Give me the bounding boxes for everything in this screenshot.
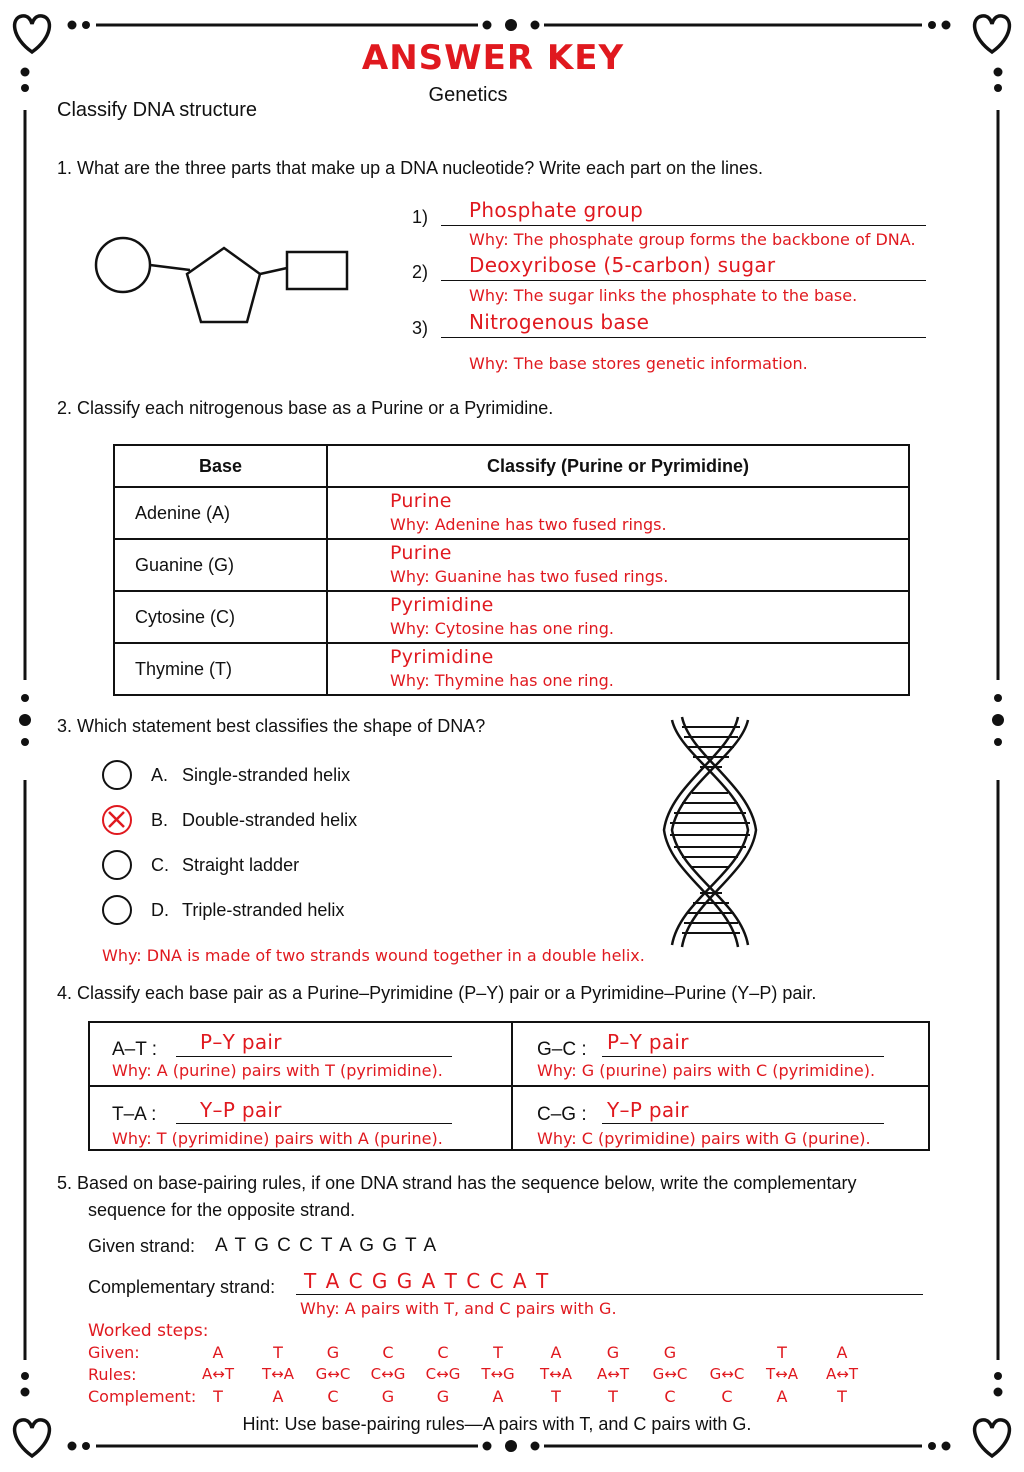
pair-label-gc: G–C : (537, 1039, 587, 1060)
worked-given-cell: T (777, 1343, 787, 1362)
option-c-radio[interactable] (102, 850, 132, 880)
classification-cell (327, 643, 909, 695)
base-pair-grid (88, 1021, 930, 1151)
pair-line (602, 1056, 884, 1057)
nucleotide-diagram (90, 230, 355, 330)
classification-answer: Pyrimidine (390, 646, 494, 668)
pair-line (602, 1123, 884, 1124)
worked-complement-cell: C (327, 1387, 339, 1406)
table-row (114, 487, 909, 539)
worked-rules-cell: A↔T (202, 1365, 234, 1383)
page-title: ANSWER KEY (361, 38, 625, 78)
worked-given-cell: T (273, 1343, 283, 1362)
worked-given-cell: C (382, 1343, 394, 1362)
worked-given-cell: G (663, 1343, 677, 1362)
pair-label-ta: T–A : (112, 1104, 157, 1125)
q5-prompt-line1: 5. Based on base-pairing rules, if one DNA strand has the sequence below, write the complementary (57, 1173, 857, 1193)
table-row (114, 539, 909, 591)
classification-answer: Purine (390, 542, 452, 564)
worked-complement-cell: T (213, 1387, 223, 1406)
q1-answer-2: Deoxyribose (5-carbon) sugar (469, 253, 776, 277)
q1-line-3 (441, 337, 926, 338)
worked-given-cell: G (606, 1343, 620, 1362)
q1-line-1 (441, 225, 926, 226)
worked-given-cell: T (493, 1343, 503, 1362)
classification-answer: Purine (390, 490, 452, 512)
worked-given-cell: A (212, 1343, 224, 1362)
pair-label-at: A–T : (112, 1039, 158, 1060)
pair-answer-gc: P–Y pair (607, 1030, 689, 1054)
classification-cell (327, 591, 909, 643)
worked-steps-title: Worked steps: (88, 1321, 209, 1341)
option-c-text: Straight ladder (182, 855, 300, 875)
option-d-radio[interactable] (102, 895, 132, 925)
option-a-radio[interactable] (102, 760, 132, 790)
worked-given-cell: A (550, 1343, 562, 1362)
col-header-base: Base (114, 445, 327, 487)
option-b-radio[interactable] (102, 805, 132, 835)
worked-complement-cell: T (551, 1387, 561, 1406)
worked-rules-cell: C↔G (370, 1365, 406, 1383)
worked-row-label-complement: Complement: (88, 1387, 197, 1406)
q1-num-3: 3) (412, 318, 429, 338)
option-b-letter: B. (151, 810, 169, 830)
complementary-line (296, 1294, 923, 1295)
classification-why: Why: Cytosine has one ring. (390, 619, 614, 638)
worked-rules-cell: A↔T (826, 1365, 858, 1383)
worked-given-cell: C (437, 1343, 449, 1362)
complementary-strand-answer: T A C G G A T C C A T (304, 1269, 550, 1293)
q1-why-2: Why: The sugar links the phosphate to the base. (469, 286, 858, 305)
worked-rules-cell: T↔A (766, 1365, 798, 1383)
given-strand-sequence: A T G C C T A G G T A (215, 1235, 438, 1256)
worked-rules-cell: G↔C (315, 1365, 351, 1383)
q2-prompt: 2. Classify each nitrogenous base as a Purine or a Pyrimidine. (57, 398, 554, 418)
topic-label: Classify DNA structure (57, 99, 258, 121)
q1-why-3: Why: The base stores genetic information. (469, 354, 808, 373)
hint-text: Hint: Use base-pairing rules—A pairs with T, and C pairs with G. (242, 1414, 752, 1434)
worked-rules-cell: T↔G (481, 1365, 515, 1383)
worked-rules-cell: T↔A (540, 1365, 572, 1383)
option-c-letter: C. (151, 855, 169, 875)
base-name: Adenine (A) (114, 487, 327, 539)
option-a-letter: A. (151, 765, 169, 785)
worked-complement-cell: T (837, 1387, 847, 1406)
q3-why: Why: DNA is made of two strands wound together in a double helix. (102, 946, 645, 965)
base-rectangle (287, 252, 347, 289)
worked-complement-cell: T (608, 1387, 618, 1406)
q1-num-1: 1) (412, 207, 429, 227)
worked-rules-cell: A↔T (597, 1365, 629, 1383)
base-name: Guanine (G) (114, 539, 327, 591)
worked-complement-cell: G (381, 1387, 395, 1406)
dna-helix-icon (660, 715, 760, 950)
option-d-text: Triple-stranded helix (182, 900, 345, 920)
q3-prompt: 3. Which statement best classifies the shape of DNA? (57, 716, 486, 736)
pair-why-at: Why: A (purine) pairs with T (pyrimidine). (112, 1061, 443, 1080)
pair-answer-ta: Y–P pair (200, 1098, 282, 1122)
worked-rules-cell: T↔A (262, 1365, 294, 1383)
worked-rules-cell: C↔G (425, 1365, 461, 1383)
option-a-text: Single-stranded helix (182, 765, 351, 785)
classification-why: Why: Adenine has two fused rings. (390, 515, 667, 534)
classification-why: Why: Guanine has two fused rings. (390, 567, 669, 586)
worked-row-label-given: Given: (88, 1343, 140, 1362)
worked-complement-cell: C (721, 1387, 733, 1406)
grid-divider (90, 1085, 928, 1087)
col-header-classify: Classify (Purine or Pyrimidine) (327, 445, 909, 487)
q1-why-1: Why: The phosphate group forms the backbone of DNA. (469, 230, 916, 249)
pair-line (176, 1056, 452, 1057)
classification-answer: Pyrimidine (390, 594, 494, 616)
pair-answer-at: P–Y pair (200, 1030, 282, 1054)
q5-prompt-line2: sequence for the opposite strand. (88, 1200, 356, 1220)
worked-rules-cell: G↔C (652, 1365, 688, 1383)
worked-complement-cell: G (436, 1387, 450, 1406)
q1-answer-3: Nitrogenous base (469, 310, 650, 334)
pair-why-gc: Why: G (pıurine) pairs with C (pyrimidine). (537, 1061, 876, 1080)
worked-rules-cell: G↔C (709, 1365, 745, 1383)
classification-why: Why: Thymine has one ring. (390, 671, 614, 690)
option-d-letter: D. (151, 900, 169, 920)
phosphate-circle (96, 238, 150, 292)
worked-complement-cell: A (492, 1387, 504, 1406)
base-classification-table (113, 444, 910, 696)
worked-given-cell: A (836, 1343, 848, 1362)
selected-x-icon (104, 807, 129, 832)
worked-row-label-rules: Rules: (88, 1365, 137, 1384)
q1-line-2 (441, 280, 926, 281)
worked-complement-cell: A (776, 1387, 788, 1406)
pair-label-cg: C–G : (537, 1104, 587, 1125)
pair-line (176, 1123, 452, 1124)
q1-answer-1: Phosphate group (469, 198, 644, 222)
base-name: Cytosine (C) (114, 591, 327, 643)
complementary-strand-label: Complementary strand: (88, 1277, 276, 1297)
classification-cell (327, 487, 909, 539)
worked-complement-cell: A (272, 1387, 284, 1406)
table-row (114, 643, 909, 695)
sugar-pentagon (187, 248, 260, 322)
subject-label: Genetics (428, 84, 508, 106)
pair-why-ta: Why: T (pyrimidine) pairs with A (purine). (112, 1129, 443, 1148)
pair-answer-cg: Y–P pair (607, 1098, 689, 1122)
base-name: Thymine (T) (114, 643, 327, 695)
q4-prompt: 4. Classify each base pair as a Purine–Pyrimidine (P–Y) pair or a Pyrimidine–Purine (Y–P) pair. (57, 983, 817, 1003)
classification-cell (327, 539, 909, 591)
option-b-text: Double-stranded helix (182, 810, 358, 830)
worked-given-cell: G (326, 1343, 340, 1362)
q1-prompt: 1. What are the three parts that make up a DNA nucleotide? Write each part on the lines. (57, 158, 764, 178)
q5-why: Why: A pairs with T, and C pairs with G. (300, 1299, 617, 1318)
pair-why-cg: Why: C (pyrimidine) pairs with G (purine). (537, 1129, 871, 1148)
given-strand-label: Given strand: (88, 1236, 196, 1256)
q1-num-2: 2) (412, 262, 429, 282)
table-row (114, 591, 909, 643)
worked-complement-cell: C (664, 1387, 676, 1406)
